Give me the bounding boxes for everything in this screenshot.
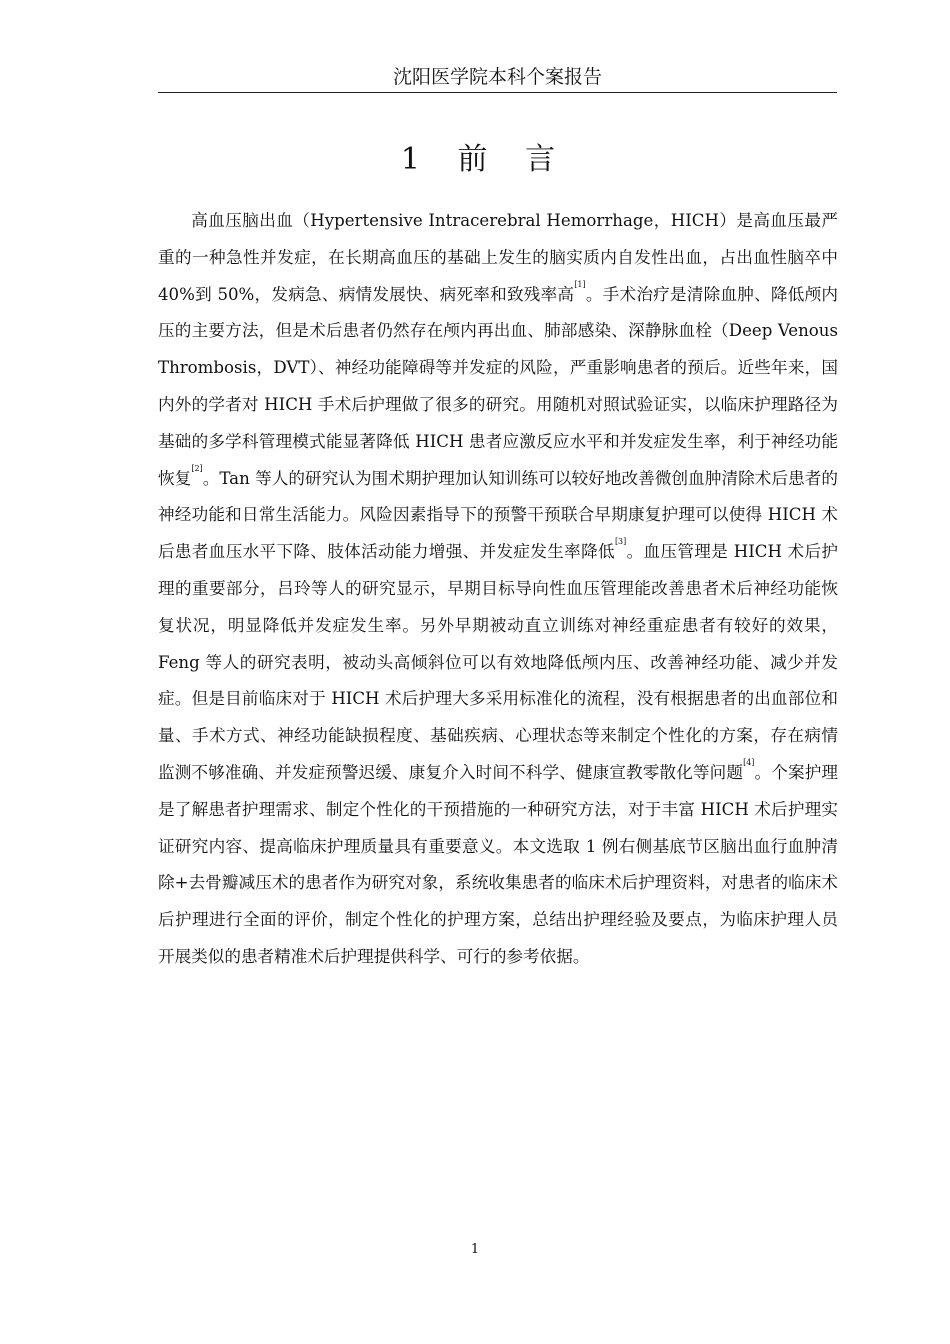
paragraph-text: 。个案护理是了解患者护理需求、制定个性化的干预措施的一种研究方法，对于丰富 HICH 术后护理实证研究内容、提高临床护理质量具有重要意义。本文选取 1 例右侧基底节区脑出血行血肿清除+去骨瓣减压术的患者作为研究对象，系统收集患者的临床术后护理资料，对患者的临床术后护理进行全面的评价，制定个性化的护理方案，总结出护理经验及要点，为临床护理人员开展类似的患者精准术后护理提供科学、可行的参考依据。 <box>158 762 839 966</box>
citation-ref: [3] <box>614 537 627 547</box>
page-number: 1 <box>470 1242 480 1257</box>
paragraph-text: 。血压管理是 HICH 术后护理的重要部分，吕玲等人的研究显示，早期目标导向性血压管理能改善患者术后神经功能恢复状况，明显降低并发症发生率。另外早期被动直立训练对神经重症患者有较好的效果，Feng 等人的研究表明，被动头高倾斜位可以有效地降低颅内压、改善神经功能、减少并发症。但是目前临床对于 HICH 术后护理大多采用标准化的流程，没有根据患者的出血部位和量、手术方式、神经功能缺损程度、基础疾病、心理状态等来制定个性化的方案，存在病情监测不够准确、并发症预警迟缓、康复介入时间不科学、健康宣教零散化等问题 <box>158 542 838 782</box>
paragraph-text: 高血压脑出血（Hypertensive Intracerebral Hemorrhage，HICH）是高血压最严重的一种急性并发症，在长期高血压的基础上发生的脑实质内自发性出血，占出血性脑卒中 40%到 50%，发病急、病情发展快、病死率和致残率高 <box>158 211 838 304</box>
body-paragraph <box>158 203 838 976</box>
paragraph-text: 。Tan 等人的研究认为围术期护理加认知训练可以较好地改善微创血肿清除术后患者的神经功能和日常生活能力。风险因素指导下的预警干预联合早期康复护理可以使得 HICH 术后患者血压水平下降、肢体活动能力增强、并发症发生率降低 <box>158 468 839 562</box>
paragraph-text: 。手术治疗是清除血肿、降低颅内压的主要方法，但是术后患者仍然存在颅内再出血、肺部感染、深静脉血栓（Deep Venous Thrombosis，DVT）、神经功能障碍等并发症的风险，严重影响患者的预后。近些年来，国内外的学者对 HICH 手术后护理做了很多的研究。用随机对照试验证实，以临床护理路径为基础的多学科管理模式能显著降低 HICH 患者应激反应水平和并发症发生率，利于神经功能恢复 <box>158 284 838 488</box>
chapter-title: 1 前 言 <box>400 142 570 177</box>
citation-ref: [2] <box>191 463 203 473</box>
citation-ref: [4] <box>743 757 755 767</box>
citation-ref: [1] <box>574 279 586 289</box>
page-header: 沈阳医学院本科个案报告 <box>158 62 837 93</box>
